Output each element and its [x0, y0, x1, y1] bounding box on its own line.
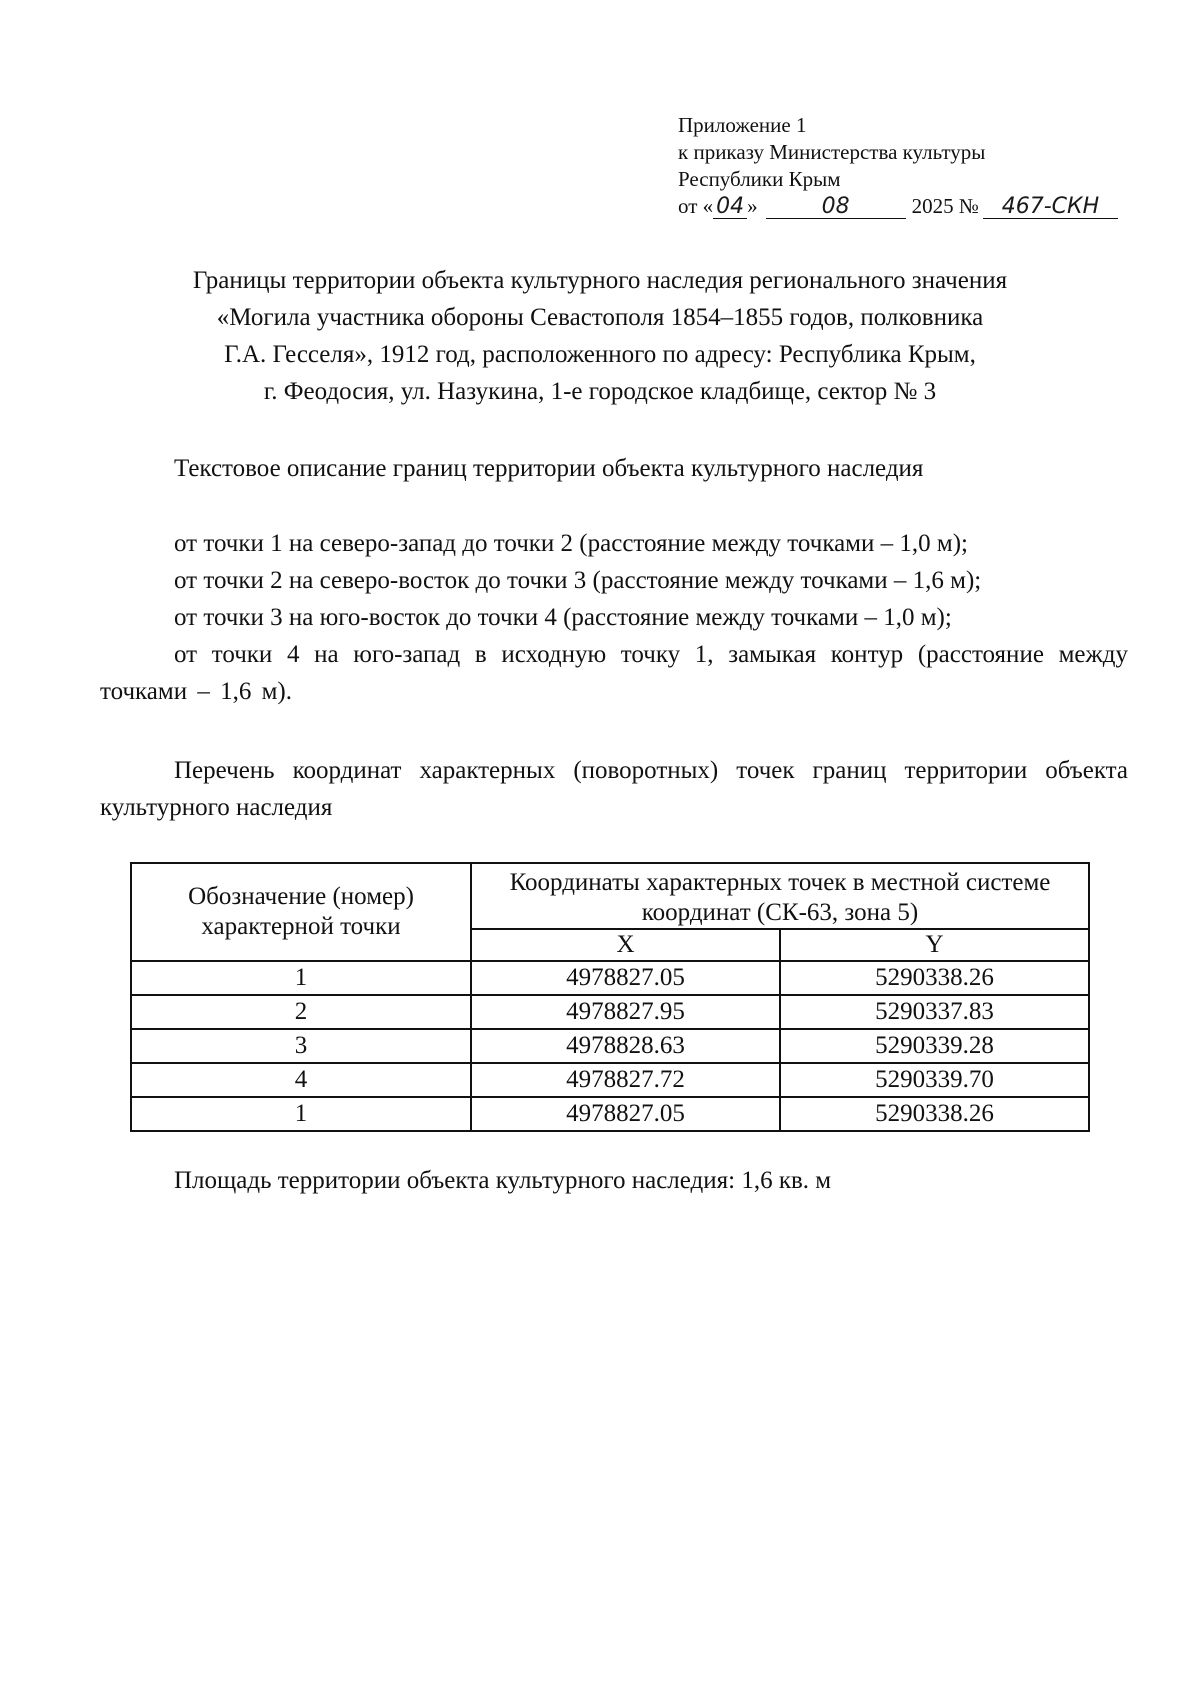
date-mid: »: [747, 194, 758, 218]
date-day: 04: [713, 196, 747, 219]
date-prefix: от «: [678, 194, 714, 218]
cell-x: 4978827.05: [471, 961, 780, 995]
cell-x: 4978828.63: [471, 1029, 780, 1063]
cell-y: 5290337.83: [780, 995, 1089, 1029]
area-statement: [100, 1162, 1128, 1199]
column-header-coords: Координаты характерных точек в местной системе координат (СК-63, зона 5): [471, 863, 1089, 929]
order-number: 467-СКН: [983, 196, 1118, 219]
table-row: [131, 995, 1089, 1029]
cell-y: 5290338.26: [780, 1097, 1089, 1131]
description-heading: [100, 450, 1128, 487]
coords-heading: Перечень координат характерных (поворотных) точек границ территории объекта культурного наследия: [100, 757, 1128, 821]
table-row: [131, 961, 1089, 995]
coordinates-table: [130, 862, 1090, 1132]
appendix-block: [678, 112, 1158, 220]
cell-y: 5290339.28: [780, 1029, 1089, 1063]
description-line-1: от точки 1 на северо-запад до точки 2 (расстояние между точками – 1,0 м);: [174, 530, 968, 557]
description-heading-text: Текстовое описание границ территории объекта культурного наследия: [174, 455, 924, 482]
cell-x: 4978827.72: [471, 1063, 780, 1097]
date-year: 2025 №: [911, 194, 979, 218]
appendix-republic: Республики Крым: [678, 167, 841, 191]
appendix-title: Приложение 1: [678, 113, 807, 137]
description-block: [100, 525, 1128, 710]
title-line-2: «Могила участника обороны Севастополя 1854–1855 годов, полковника: [216, 304, 984, 331]
title-line-3: Г.А. Гесселя», 1912 год, расположенного по адресу: Республика Крым,: [224, 341, 976, 368]
table-row: [131, 1063, 1089, 1097]
column-header-y: Y: [780, 929, 1089, 961]
column-header-point: Обозначение (номер) характерной точки: [131, 863, 471, 961]
cell-y: 5290339.70: [780, 1063, 1089, 1097]
table-row: [131, 1097, 1089, 1131]
area-text: Площадь территории объекта культурного наследия: 1,6 кв. м: [174, 1167, 832, 1194]
appendix-order-ref: к приказу Министерства культуры: [678, 140, 986, 164]
description-line-3: от точки 3 на юго-восток до точки 4 (расстояние между точками – 1,0 м);: [174, 604, 952, 631]
column-header-x: X: [471, 929, 780, 961]
cell-point: 3: [131, 1029, 471, 1063]
cell-x: 4978827.05: [471, 1097, 780, 1131]
title-line-4: г. Феодосия, ул. Назукина, 1-е городское кладбище, сектор № 3: [263, 378, 937, 405]
appendix-date-line: [678, 193, 1158, 220]
cell-x: 4978827.95: [471, 995, 780, 1029]
description-line-2: от точки 2 на северо-восток до точки 3 (расстояние между точками – 1,6 м);: [174, 567, 982, 594]
date-month: 08: [766, 196, 906, 219]
cell-point: 2: [131, 995, 471, 1029]
cell-point: 1: [131, 961, 471, 995]
table-row: [131, 1029, 1089, 1063]
description-line-4: от точки 4 на юго-запад в исходную точку 1, замыкая контур (расстояние между точками – 1,6 м).: [100, 641, 1128, 705]
cell-point: 4: [131, 1063, 471, 1097]
document-title: [60, 262, 1140, 410]
title-line-1: Границы территории объекта культурного наследия регионального значения: [192, 267, 1008, 294]
cell-point: 1: [131, 1097, 471, 1131]
cell-y: 5290338.26: [780, 961, 1089, 995]
